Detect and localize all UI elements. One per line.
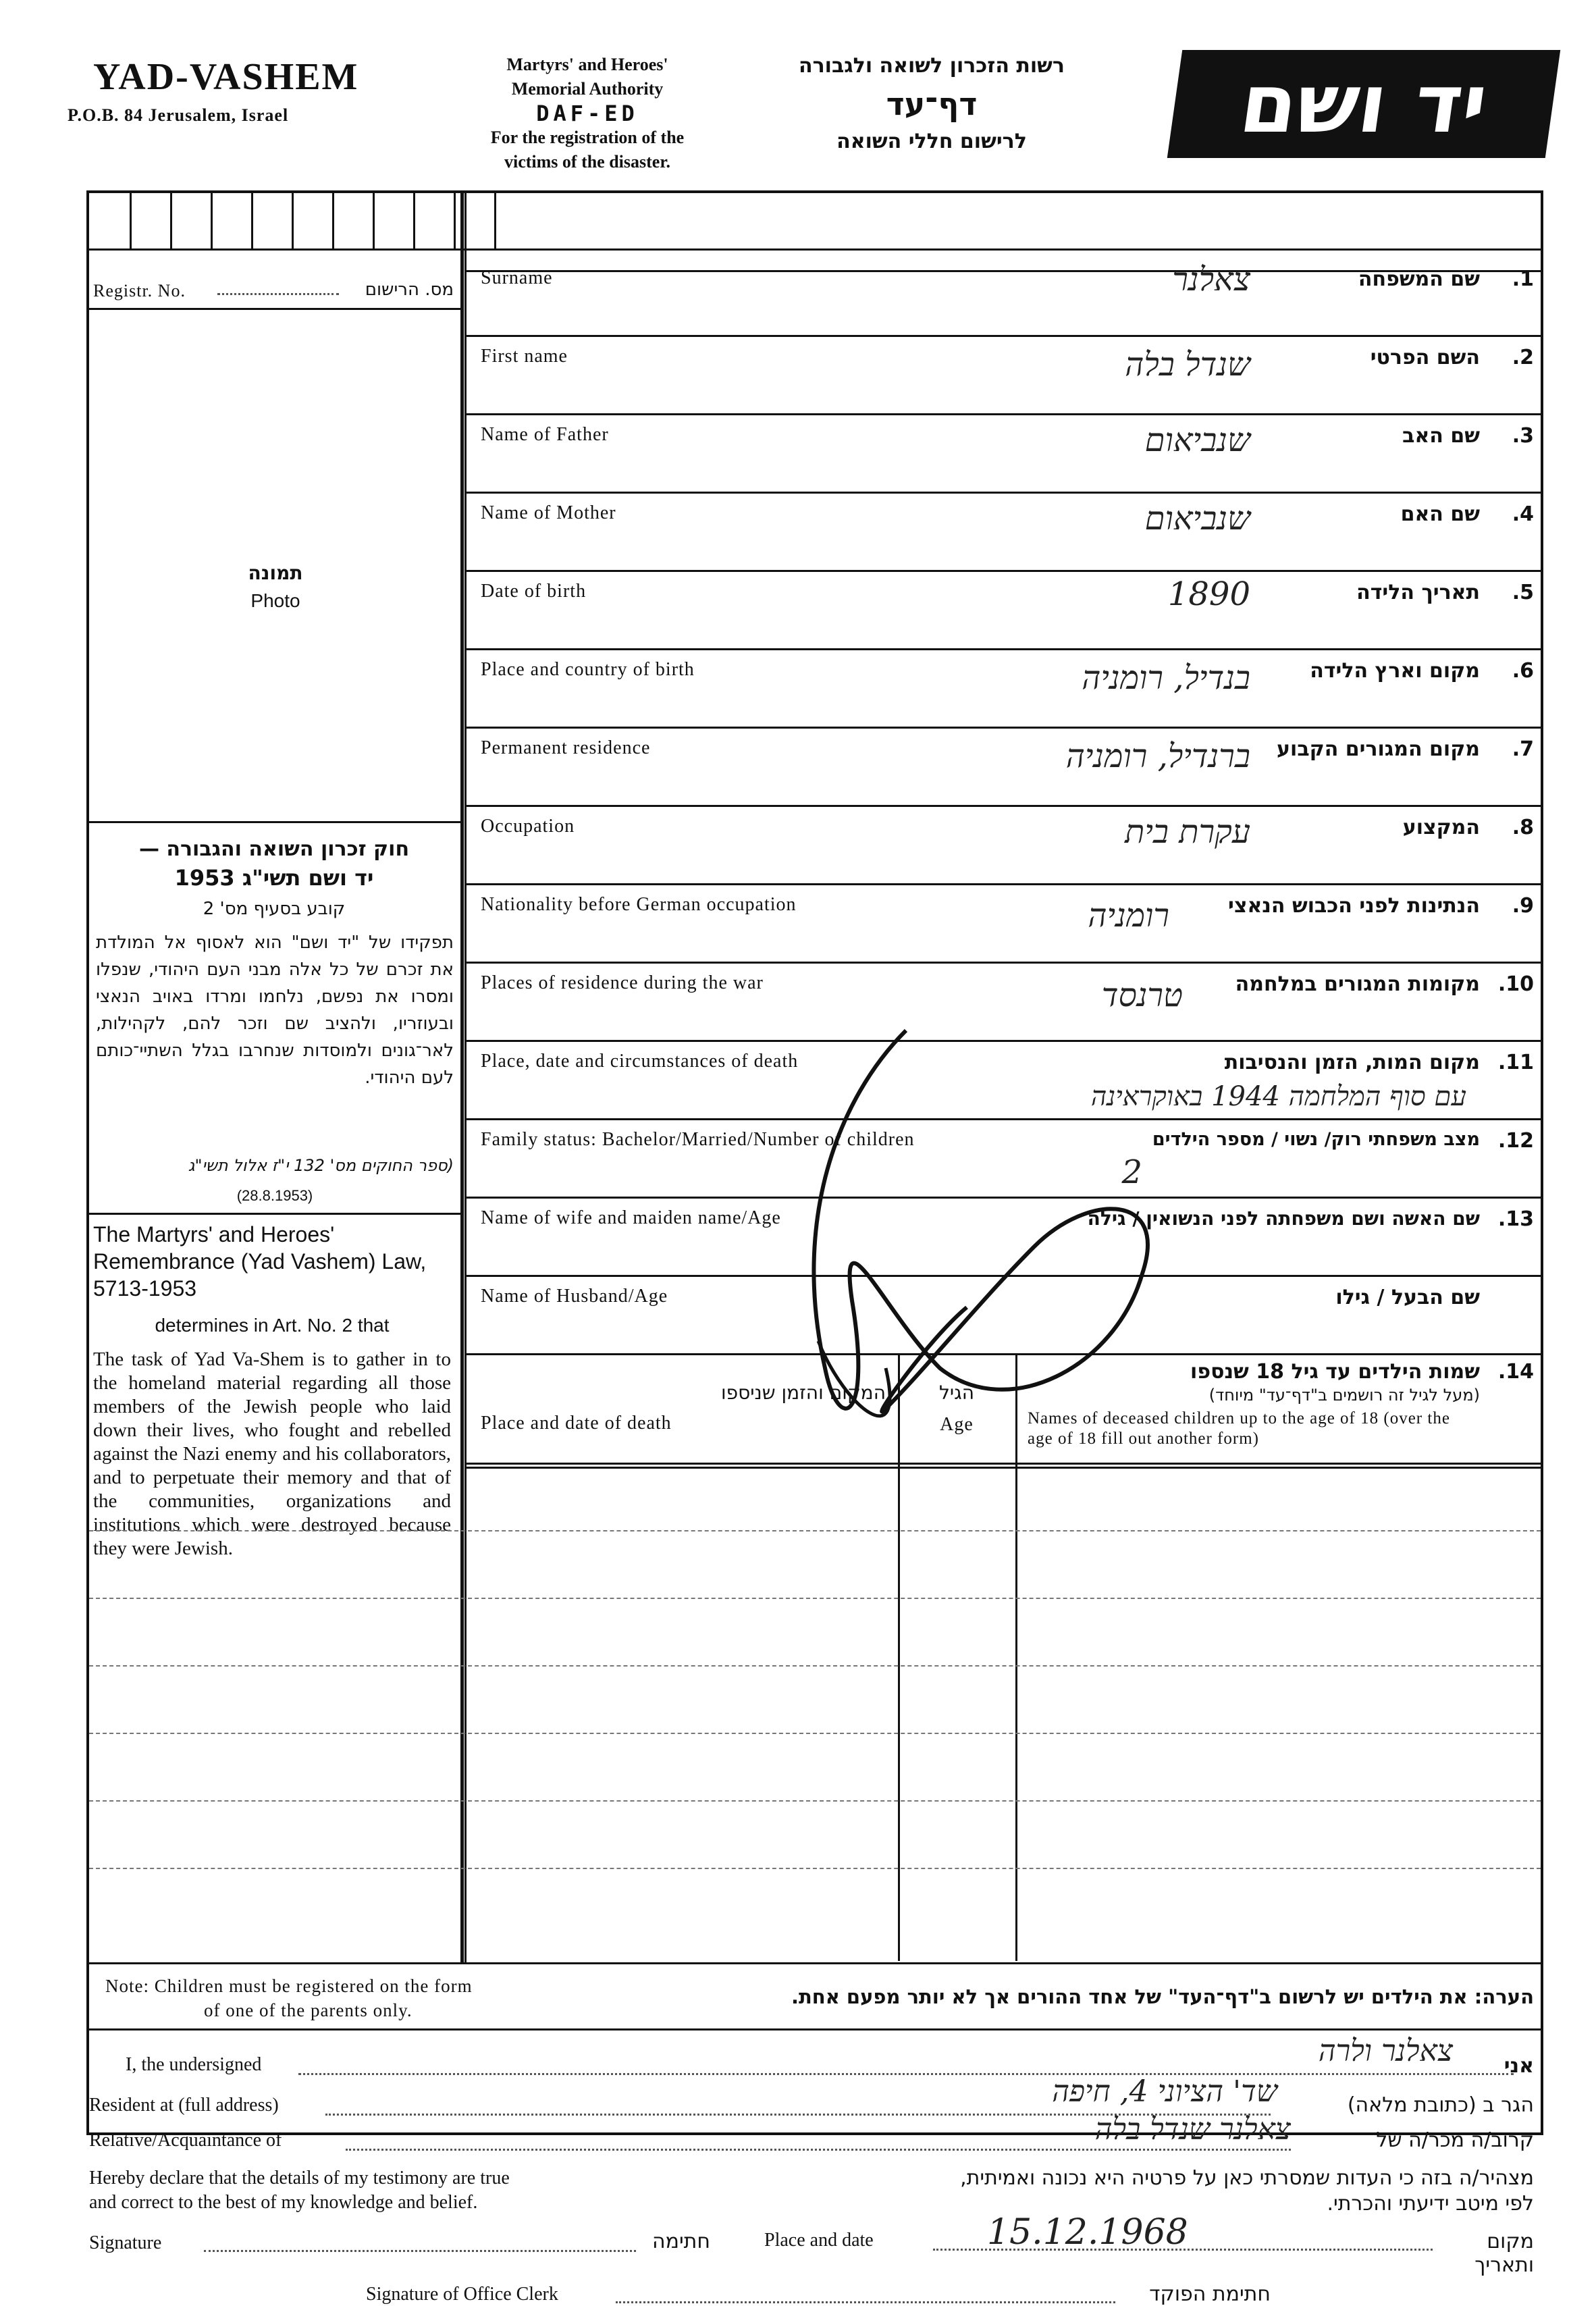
law-clause-he: קובע בסעיף מס' 2 [203,899,346,919]
children-number: 14. [1497,1360,1534,1384]
undersigned-value: צאלנר ולרה [1318,2034,1453,2068]
field-label-he: מקום המגורים הקבוע [1277,737,1480,761]
law-ref-date: (28.8.1953) [236,1187,313,1204]
hebrew-authority: רשות הזכרון לשואה ולגבורה [799,54,1065,78]
field-value: עם סוף המלחמה 1944 באוקראינה [1090,1081,1466,1112]
field-label-en: Occupation [481,816,575,837]
field-value: שנביאום [1144,500,1250,538]
field-label-he: המקצוע [1402,816,1480,839]
children-subtitle-he: (מעל לגיל זה רושמים ב"דף־עד" מיוחד) [1208,1386,1480,1405]
field-label-en: Name of wife and maiden name/Age [481,1207,781,1228]
relative-label-en: Relative/Acquaintance of [89,2130,282,2151]
table-row-line [89,1733,1541,1734]
reg-box-divider [332,193,334,248]
undersigned-label-en: I, the undersigned [126,2054,262,2075]
law-determines-en: determines in Art. No. 2 that [155,1315,390,1336]
relative-label-he: קרוב/ה מכר/ה של [1376,2128,1534,2152]
place-date-label-en: Place and date [764,2230,874,2251]
signature-label-he: חתימה [651,2230,710,2253]
field-label-he: שם האשה ושם משפחתה לפני הנשואין / גילה [1087,1207,1480,1230]
yad-vashem-logo [1167,50,1560,158]
field-divider [464,805,1541,807]
table-bottom-line [89,1962,1541,1964]
declare-he-line2: לפי מיטב ידיעתי והכרתי. [1327,2192,1534,2216]
field-label-he: שם המשפחה [1358,267,1480,291]
law-body-he: תפקידו של "יד ושם" הוא לאסוף אל המולדת את זכרם של כל אלה מבני העם היהודי, שנפלו ומסרו את נפשם, נלחמו ומרדו באויב הנאצי ובעוזריו, ולהציב שם וזכר להם, לקהילות, לאר־גונים ולמוסדות שנחרבו בגלל השתיי־כותם לעם היהודי. [96,933,454,1088]
note-en-line2: of one of the parents only. [204,2000,413,2020]
handwritten-scribble [683,990,1196,1476]
law-title-en: The Martyrs' and Heroes' Remembrance (Yad Vashem) Law, 5713-1953 [93,1222,427,1301]
children-age-he: הגיל [938,1382,974,1404]
field-label-he: תאריך הלידה [1356,581,1480,604]
field-divider [464,492,1541,494]
field-label-he: השם הפרטי [1370,346,1480,369]
field-number: 12. [1497,1129,1534,1153]
field-divider [464,962,1541,964]
form-name: DAF-ED [536,101,639,126]
field-label-en: Name of Father [481,424,609,445]
field-number: 3. [1512,424,1534,448]
field-number: 11. [1497,1051,1534,1074]
reg-box-divider [251,193,253,248]
photo-label-en: Photo [250,590,300,611]
reg-box-divider [413,193,415,248]
field-number: 10. [1497,972,1534,996]
field-value: צאלנר [1172,261,1250,298]
law-ref-he: (ספר החוקים מס' 132 י"ז אלול תשי"ג [188,1156,454,1175]
field-label-en: Nationality before German occupation [481,894,797,915]
resident-value: שד' הציוני 4, חיפה [1052,2074,1277,2109]
field-divider [464,570,1541,572]
undersigned-label-he: אני [1504,2054,1534,2078]
law-subtitle-he: יד ושם תשי"ג 1953 [174,865,374,891]
reg-box-divider [170,193,172,248]
org-address: P.O.B. 84 Jerusalem, Israel [68,105,289,125]
form-purpose-line2: victims of the disaster. [504,152,670,172]
signature-label-en: Signature [89,2232,162,2253]
clerk-label-he: חתימת הפוקד [1149,2282,1271,2306]
field-value: עקרת בית [1125,813,1250,851]
field-label-en: Name of Mother [481,502,616,523]
field-value: בנדיל, רומניה [1082,659,1250,697]
table-row-line [89,1800,1541,1802]
place-date-value: 15.12.1968 [987,2212,1188,2253]
note-en-line1: Note: Children must be registered on the form [105,1976,473,1996]
field-divider [464,335,1541,337]
declare-en-line2: and correct to the best of my knowledge and belief. [89,2192,478,2213]
relative-dotline [346,2149,1291,2151]
hebrew-purpose: לרישום חללי השואה [836,130,1027,153]
field-label-en: Surname [481,267,553,288]
field-label-en: Places of residence during the war [481,972,764,993]
field-label-en: Date of birth [481,581,587,602]
field-value: שנדל בלה [1125,346,1250,384]
clerk-dotline [616,2301,1115,2303]
reg-box-divider [211,193,213,248]
reg-box-divider [292,193,294,248]
reg-box-divider [130,193,132,248]
authority-line2: Memorial Authority [511,79,664,99]
field-number: 1. [1512,267,1534,291]
children-place-he: המקום והזמן שניספו [720,1382,886,1404]
field-divider [464,648,1541,650]
law-divider [89,1213,462,1215]
reg-box-divider [373,193,375,248]
form-frame [86,190,1543,2306]
registration-dotline [217,293,339,295]
field-label-en: Permanent residence [481,737,651,758]
field-number: 4. [1512,502,1534,526]
note-he: הערה: את הילדים יש לרשום ב"דף־העד" של אחד ההורים אך לא יותר מפעם אחת. [791,1985,1534,2008]
field-number: 7. [1512,737,1534,761]
signature-dotline [204,2250,636,2252]
place-date-label-he: מקום ותאריך [1474,2230,1534,2277]
authority-block [425,53,749,174]
field-divider [464,727,1541,729]
resident-label-he: הגר ב (כתובת מלאה) [1347,2093,1534,2117]
field-number: 9. [1512,894,1534,918]
reg-box-divider [454,193,456,248]
law-title-he: חוק זכרון השואה והגבורה — [138,837,410,861]
field-number: 5. [1512,581,1534,604]
registration-label-he: מס. הרישום [365,280,454,300]
field-value: טרנסד [1101,976,1183,1014]
column-divider-inner [464,193,467,1962]
field-number: 8. [1512,816,1534,839]
form-purpose-line1: For the registration of the [490,128,685,147]
reg-box-divider [494,193,496,248]
table-row-line [89,1530,1541,1531]
table-row-line [89,1868,1541,1869]
field-divider [464,883,1541,885]
field-label-he: מקום המות, הזמן והנסיבות [1224,1051,1480,1074]
field-label-he: שם האם [1400,502,1480,526]
field-label-en: Family status: Bachelor/Married/Number of children [481,1129,915,1150]
declare-he-line1: מצהיר/ה בזה כי העדות שמסרתי כאן על פרטיה היא נכונה ואמיתית, [960,2166,1534,2190]
field-label-he: מקומות המגורים במלחמה [1235,972,1480,996]
org-name: YAD-VASHEM [93,56,359,98]
table-row-line [89,1598,1541,1599]
table-row-line [89,1665,1541,1667]
field-value: 1890 [1167,575,1250,613]
field-number: 2. [1512,346,1534,369]
field-number: 13. [1497,1207,1534,1231]
resident-label-en: Resident at (full address) [89,2095,279,2116]
field-label-en: First name [481,346,568,367]
field-value: 2 [1121,1153,1142,1191]
field-label-en: Place and country of birth [481,659,695,680]
field-label-he: מקום וארץ הלידה [1310,659,1480,683]
logo-text: יד ושם [1234,57,1493,151]
children-age-en: Age [940,1414,974,1435]
children-place-en: Place and date of death [481,1413,672,1434]
declare-en-line1: Hereby declare that the details of my testimony are true [89,2168,510,2189]
hebrew-header [763,47,1100,161]
field-label-he: הנתינות לפני הכבוש הנאצי [1228,894,1480,918]
field-label-en: Place, date and circumstances of death [481,1051,799,1072]
field-label-he: שם האב [1402,424,1480,448]
law-body-en: The task of Yad Va-Shem is to gather in to the homeland material regarding all those members of the Jewish people who laid down their lives, who fought and rebelled against the Nazi enemy and his collaborators, and to perpetuate their memory and that of the communities, organizations and institutions which were destroyed because they were Jewish. [93,1348,451,1559]
photo-label-he: תמונה [248,562,303,584]
hebrew-form-name: דף־עד [886,86,978,122]
photo-area [89,308,462,821]
field-value: שנביאום [1144,421,1250,459]
children-title-he: שמות הילדים עד גיל 18 שנספו [1190,1360,1480,1384]
field-label-he: שם הבעל / גילו [1335,1286,1480,1309]
note-divider [89,2028,1541,2030]
clerk-label-en: Signature of Office Clerk [366,2284,558,2305]
scribble-stroke [814,1030,1147,1411]
field-label-en: Name of Husband/Age [481,1286,668,1307]
field-number: 6. [1512,659,1534,683]
top-row-divider [89,248,1541,251]
field-value: רומניה [1088,897,1169,935]
children-names-en: Names of deceased children up to the age of 18 (over the age of 18 fill out another form) [1028,1409,1450,1448]
relative-value: צאלנר שנדל בלה [1094,2112,1291,2147]
field-divider [464,413,1541,415]
registration-label-en: Registr. No. [93,281,186,300]
authority-line1: Martyrs' and Heroes' [506,55,668,74]
photo-divider [89,821,462,823]
field-label-he: מצב משפחתי רוק/ נשוי / מספר הילדים [1152,1129,1480,1150]
field-value: ברנדיל, רומניה [1065,737,1250,775]
